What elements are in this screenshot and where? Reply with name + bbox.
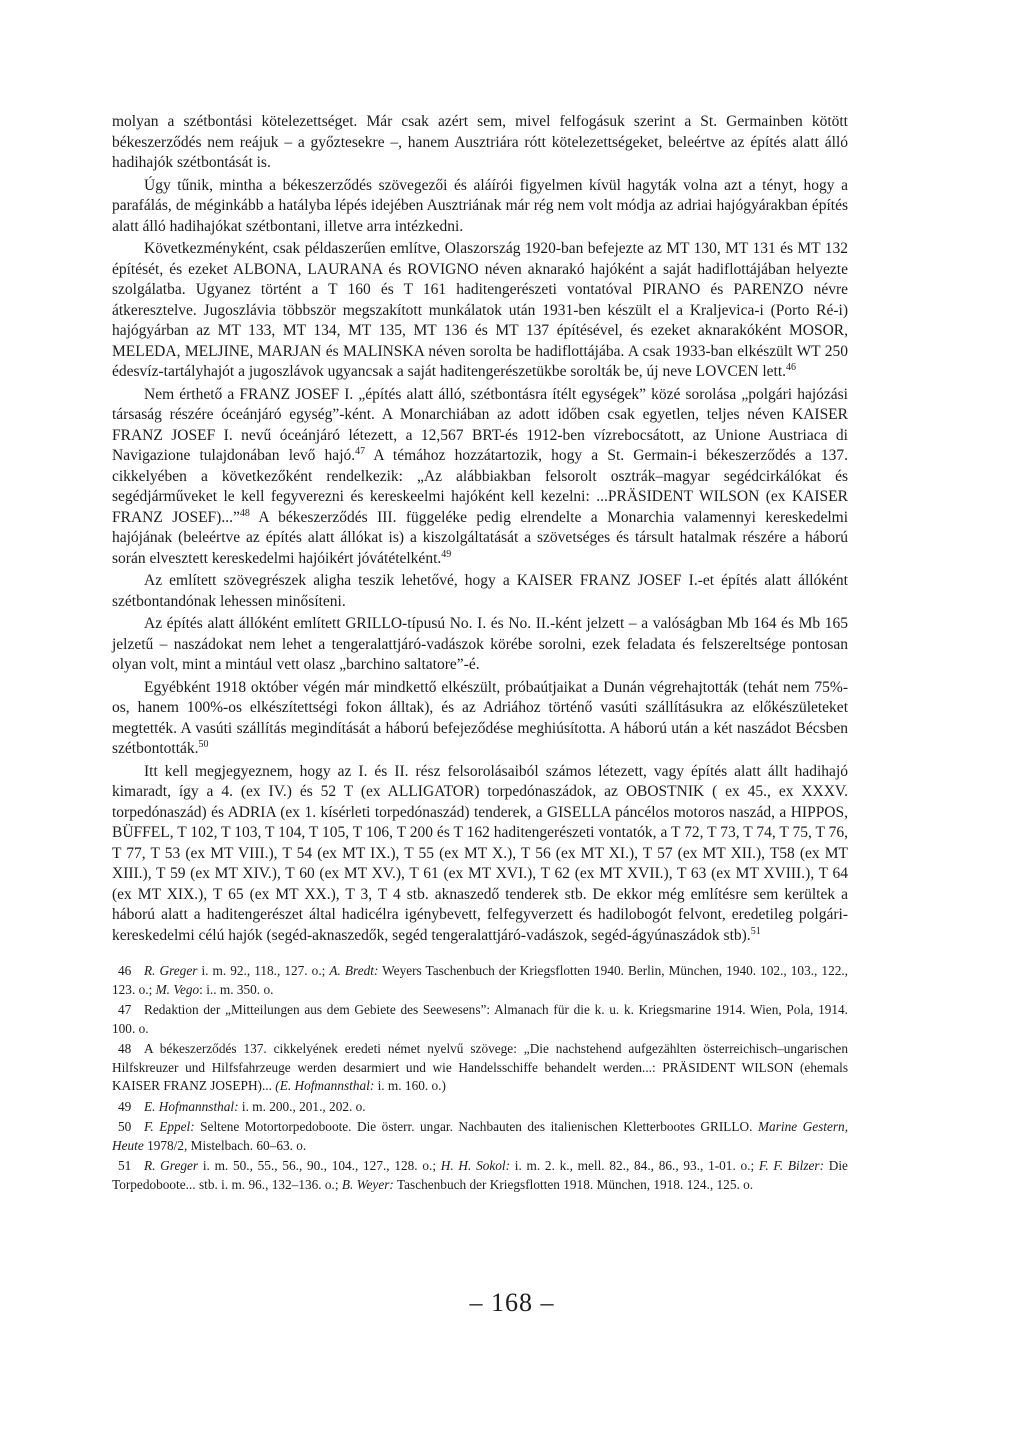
footnote-ref: 47 (355, 446, 366, 457)
paragraphs (112, 112, 848, 946)
footnote-ref: 46 (786, 362, 797, 373)
footnote: 47 Redaktion der „Mitteilungen aus dem Gebiete des Seewesens”: Almanach für die k. u. k. Kriegsmarine 1914. Wien, Pola, 1914. 100. o. (112, 1002, 848, 1036)
footnote-ref: 50 (198, 739, 209, 750)
footnote-number: 49 (118, 1098, 132, 1114)
page-number: – 168 – (469, 1288, 555, 1317)
paragraph: Itt kell megjegyeznem, hogy az I. és II. rész felsorolásaiból számos létezett, vagy építés alatt állt hadihajó kimaradt, így a 4. (ex IV.) és 52 T (ex ALLIGATOR) torpedónaszádok, az OBOSTNIK ( ex 45., ex XXXV. torpedónaszád) és ADRIA (ex 1. kísérleti torpedónaszád) tenderek, a GISELLA páncélos motoros naszád, a HIPPOS, BÜFFEL, T 102, T 103, T 104, T 105, T 106, T 200 és T 162 haditengerészeti vontatók, a T 72, T 73, T 74, T 75, T 76, T 77, T 53 (ex MT VIII.), T 54 (ex MT IX.), T 55 (ex MT X.), T 56 (ex MT XI.), T 57 (ex MT XII.), T58 (ex MT XIII.), T 59 (ex MT XIV.), T 60 (ex MT XV.), T 61 (ex MT XVI.), T 62 (ex MT XVII.), T 63 (ex MT XVIII.), T 64 (ex MT XIX.), T 65 (ex MT XX.), T 3, T 4 stb. aknaszedő tenderek stb. De ekkor még említésre sem kerültek a háború alatt a haditengerészet által hadicélra igénybevett, felfegyverzett és hadilobogót felvont, eredetileg polgári-kereskedelmi célú hajók (segéd-aknaszedők, segéd tengeralattjáró-vadászok, segéd-ágyúnaszádok stb).$^{51}$ (112, 762, 848, 944)
footnote: 46 R. Greger i. m. 92., 118., 127. o.; A. Bredt: Weyers Taschenbuch der Kriegsflotten 1940. Berlin, München, 1940. 102., 103., 122., 123. o.; M. Vego: i.. m. 350. o. (112, 963, 849, 997)
footnote-ref: 51 (750, 925, 761, 937)
footnote: 50 F. Eppel: Seltene Motortorpedoboote. Die österr. ungar. Nachbauten des italienischen Kletterbootes GRILLO. Marine Gestern, Heute 1978/2, Mistelbach. 60–63. o. (112, 1119, 849, 1153)
footnote-number: 51 (118, 1158, 132, 1173)
footnote-number: 47 (118, 1002, 132, 1017)
footnote-number: 48 (118, 1041, 132, 1056)
paragraph: Az említett szövegrészek aligha teszik lehetővé, hogy a KAISER FRANZ JOSEF I.-et építés alatt állóként szétbontandónak lehessen minősíteni. (112, 572, 848, 610)
paragraph: Egyébként 1918 október végén már mindkettő elkészült, próbaútjaikat a Dunán végrehajtották (tehát nem 75%-os, hanem 100%-os elkészítettségi fokon álltak), és az Adriához történő vasúti szállításukra az előkészületeket megtették. A vasúti szállítás megindítását a háború befejeződése meghiúsította. A háború után a két naszádot Bécsben szétbontották.$^{50}$ (112, 678, 848, 757)
footnote-ref: 48 (239, 507, 250, 519)
footnote-number: 46 (118, 963, 132, 978)
paragraph: Következményként, csak példaszerűen említve, Olaszország 1920-ban befejezte az MT 130, MT 131 és MT 132 építését, és ezeket ALBONA, LAURANA és ROVIGNO néven aknarakó hajóként a saját hadiflottájában helyezte szolgálatba. Ugyanez történt a T 160 és T 161 haditengerészeti vontatóval PIRANO és PARENZO névre átkeresztelve. Jugoszlávia többször megszakított munkálatok után 1931-ben készült el a Kraljevica-i (Porto Ré-i) hajógyárban az MT 133, MT 134, MT 135, MT 136 és MT 137 építésével, és ezeket aknarakóként MOSOR, MELEDA, MELJINE, MARJAN és MALINSKA néven sorolta be hadiflottájába. A csak 1933-ban elkészült WT 250 édesvíz-tartályhajót a jugoszlávok ugyancsak a saját haditengerészetükbe sorolták be, új neve LOVCEN lett.$^{46}$ (112, 240, 848, 380)
footnotes (112, 962, 848, 1194)
footnote-ref: 49 (441, 548, 452, 560)
footnote: 48 A békeszerződés 137. cikkelyének eredeti német nyelvű szövege: „Die nachstehend aufgezählten österreichisch–ungarischen Hilfskreuzer und Hilfsfahrzeuge werden desarmiert und wie Handelsschiffe behandelt werden...: PRÄSIDENT WILSON (ehemals KAISER FRANZ JOSEPH)... (E. Hofmannsthal: i. m. 160. o.) (112, 1041, 848, 1093)
paragraph: molyan a szétbontási kötelezettséget. Már csak azért sem, mivel felfogásuk szerint a St. Germainben kötött békeszerződés nem reájuk – a győztesekre –, hanem Ausztriára rótt kötelezettségeket, beleértve az építés alatt álló hadihajók szétbontását is. (112, 113, 848, 171)
paragraph: Úgy tűnik, mintha a békeszerződés szövegezői és aláírói figyelmen kívül hagyták volna azt a tényt, hogy a parafálás, de méginkább a hatályba lépés idejében Ausztriának már rég nem volt módja az adriai hajógyárakban építés alatt álló hadihajókat szétbontani, illetve arra intézkedni. (112, 176, 848, 235)
footnote: 51 R. Greger i. m. 50., 55., 56., 90., 104., 127., 128. o.; H. H. Sokol: i. m. 2. k., mell. 82., 84., 86., 93., 1-01. o.; F. F. Bilzer: Die Torpedoboote... stb. i. m. 96., 132–136. o.; B. Weyer: Taschenbuch der Kriegsflotten 1918. München, 1918. 124., 125. o. (112, 1158, 848, 1192)
paragraph: Az építés alatt állóként említett GRILLO-típusú No. I. és No. II.-ként jelzett – a valóságban Mb 164 és Mb 165 jelzetű – naszádokat nem lehet a tengeralattjáró-vadászok körébe sorolni, ezek feladata és felszereltsége pontosan olyan volt, mint a mintául vett olasz „barchino saltatore”-é. (112, 615, 848, 673)
footnote: 49 E. Hofmannsthal: i. m. 200., 201., 202. o. (112, 1098, 848, 1117)
footnote-number: 50 (118, 1119, 132, 1134)
paragraph: Nem érthető a FRANZ JOSEF I. „építés alatt álló, szétbontásra ítélt egységek” közé sorolása „polgári hajózási társaság részére óceánjáró egység”-ként. A Monarchiában az adott időben csak egyetlen, teljes néven KAISER FRANZ JOSEF I. nevű óceánjáró létezett, a 12,567 BRT-és 1912-ben vízrebocsátott, az Unione Austriaca di Navigazione tulajdonában levő hajó.$^{47}$ A témához hozzátartozik, hogy a St. Germain-i békeszerződés a 137. cikkelyében a következőként rendelkezik: „Az alábbiakban felsorolt osztrák–magyar segédcirkálókat és segédjárműveket le kell fegyverezni és kereskeelmi hajóként kell kezelni: ...PRÄSIDENT WILSON (ex KAISER FRANZ JOSEF)...”$^{48}$ A békeszerződés III. függeléke pedig elrendelte a Monarchia valamennyi kereskedelmi hajójának (beleértve az építés alatt állókat is) a kiszolgáltatását a szövetséges és társult hatalmak részére a háború során elvesztett kereskedelmi hajóikért jóvátételként.$^{49}$ (112, 385, 848, 567)
body-text (112, 112, 848, 1196)
